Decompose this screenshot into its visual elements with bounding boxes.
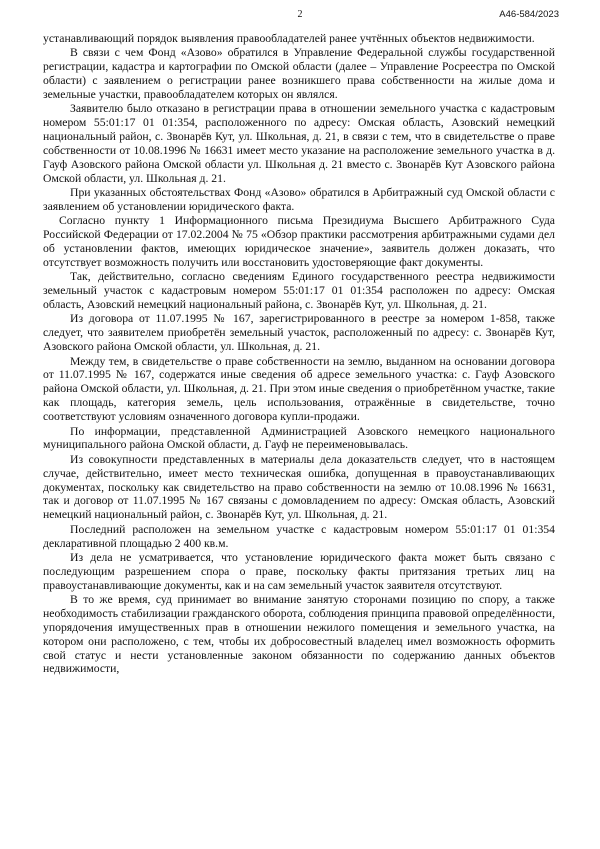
case-number: А46-584/2023 <box>499 9 559 20</box>
paragraph: Между тем, в свидетельстве о праве собственности на землю, выданном на основании договора от 11.07.1995 № 167, содержатся иные сведения об адресе земельного участка: с. Гауф Азовского района Омской области, ул. Школьная, д. 21. При этом иные сведения о приобретённом участке, такие как площадь, категория земель, цель использования, отражённые в свидетельстве, точно соответствуют условиям означенного договора купли-продажи. <box>43 354 555 424</box>
paragraph: Из дела не усматривается, что установление юридического факта может быть связано с последующим разрешением спора о праве, поскольку факты притязания третьих лиц на правоустанавливающие документы, как и на сам земельный участок заявителя отсутствуют. <box>43 550 555 592</box>
paragraph: Так, действительно, согласно сведениям Единого государственного реестра недвижимости земельный участок с кадастровым номером 55:01:17 01 01:354 расположен по адресу: Омская область, Азовский немецкий национальный района, с. Звонарёв Кут, ул. Школьная, д. 21. <box>43 270 555 312</box>
document-body <box>43 32 555 677</box>
paragraph: Последний расположен на земельном участке с кадастровым номером 55:01:17 01 01:354 декларативной площадью 2 400 кв.м. <box>43 522 555 550</box>
paragraph: Заявителю было отказано в регистрации права в отношении земельного участка с кадастровым номером 55:01:17 01 01:354, расположенного по адресу: Омская область, Азовский немецкий национальный район, с. Звонарёв Кут, ул. Школьная, д. 21, в связи с тем, что в свидетельстве о праве собственности от 10.08.1996 № 16631 имеет место указание на расположение земельного участка в д. Гауф Азовского района Омской области ул. Школьная д. 21 вместо с. Звонарёв Кут Азовского района Омской области, ул. Школьная д. 21. <box>43 102 555 185</box>
paragraph: Из договора от 11.07.1995 № 167, зарегистрированного в реестре за номером 1-858, также следует, что заявителем приобретён земельный участок, расположенный по адресу: с. Звонарёв Кут, Азовского района Омской области, ул. Школьная, д. 21. <box>43 312 555 354</box>
paragraph: устанавливающий порядок выявления правообладателей ранее учтённых объектов недвижимости. <box>43 32 535 45</box>
page-number: 2 <box>297 9 303 20</box>
paragraph: Согласно пункту 1 Информационного письма Президиума Высшего Арбитражного Суда Российской Федерации от 17.02.2004 № 75 «Обзор практики рассмотрения арбитражными судами дел об установлении фактов, имеющих юридическое значение», заявитель должен доказать, что отсутствует возможность получить или восстановить удостоверяющие факт документы. <box>43 214 555 270</box>
paragraph: По информации, представленной Администрацией Азовского немецкого национального муниципального района Омской области, д. Гауф не переименовывалась. <box>43 424 555 452</box>
paragraph: При указанных обстоятельствах Фонд «Азово» обратился в Арбитражный суд Омской области с заявлением об установлении юридического факта. <box>43 186 555 214</box>
paragraph: В связи с чем Фонд «Азово» обратился в Управление Федеральной службы государственной регистрации, кадастра и картографии по Омской области (далее – Управление Росреестра по Омской области) с заявлением о регистрации ранее возникшего права собственности на жилые дома и земельные участки, правообладателем которых он являлся. <box>43 46 555 102</box>
paragraph: Из совокупности представленных в материалы дела доказательств следует, что в настоящем случае, действительно, имеет место техническая ошибка, допущенная в правоустанавливающих документах, поскольку как свидетельство на право собственности на землю от 10.08.1996 № 16631, так и договор от 11.07.1995 № 167 связаны с домовладением по адресу: Омская область, Азовский немецкий национальный район, с. Звонарёв Кут, ул. Школьная, д. 21. <box>43 452 555 522</box>
paragraph: В то же время, суд принимает во внимание занятую сторонами позицию по спору, а также необходимость стабилизации гражданского оборота, соблюдения принципа правовой определённости, упорядочения имущественных прав в отношении нежилого помещения и земельного участка, на котором они расположено, с тем, чтобы их добросовестный владелец имел возможность оформить свой статус и нести установленные законом обязанности по содержанию данных объектов недвижимости, <box>43 592 555 676</box>
